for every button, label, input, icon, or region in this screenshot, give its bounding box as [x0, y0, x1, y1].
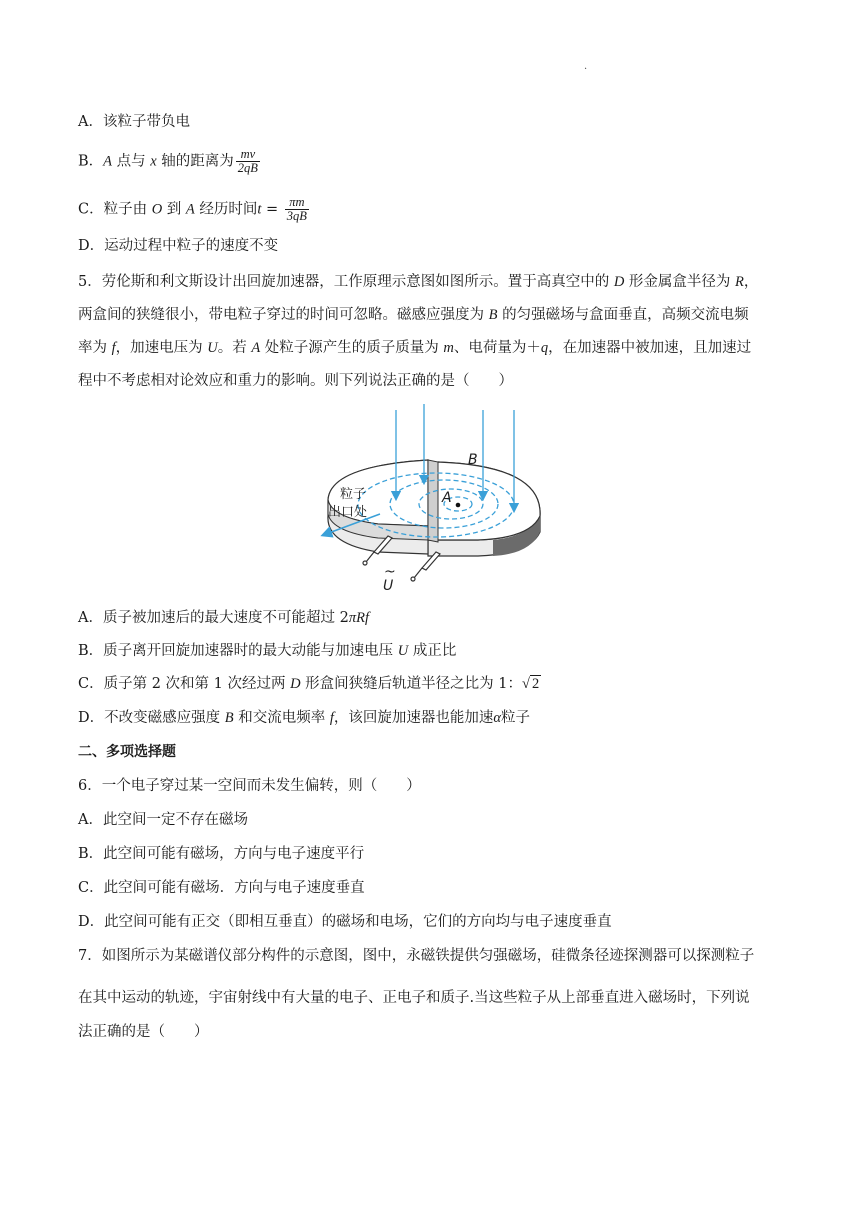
text: ，该回旋加速器也能加速: [333, 710, 494, 726]
text: 两盒间的狭缝很小，带电粒子穿过的时间可忽略。磁感应强度为: [78, 307, 489, 323]
text: 粒子: [500, 710, 530, 726]
label-u: U: [383, 578, 394, 594]
label-exit-line2: 出口处: [328, 505, 368, 520]
var: D: [613, 274, 625, 290]
text: 形金属盒半径为: [624, 274, 736, 290]
q5-option-a: [78, 608, 369, 628]
text: 5．劳伦斯和利文斯设计出回旋加速器，工作原理示意图如图所示。置于高真空中的: [78, 274, 614, 290]
text: B．: [78, 153, 104, 170]
var: R: [356, 610, 365, 626]
text: 处粒子源产生的质子质量为: [260, 340, 444, 356]
q4-option-d: D．运动过程中粒子的速度不变: [78, 238, 279, 254]
sqrt-sign: √: [522, 676, 530, 692]
d-box-right: [428, 462, 540, 556]
text: ，加速电压为: [115, 340, 208, 356]
var: q: [540, 340, 549, 356]
text: C．粒子由: [78, 201, 152, 218]
var: D: [290, 676, 301, 692]
q4-option-c: [78, 196, 311, 223]
var: π: [348, 610, 357, 626]
var: x: [150, 153, 157, 170]
text: 轴的距离为: [156, 153, 234, 170]
denominator: 2qB: [237, 161, 258, 175]
text: 到: [162, 201, 186, 218]
text: 、电荷量为＋: [453, 340, 541, 356]
var: f: [111, 340, 116, 356]
fraction: [236, 148, 260, 175]
q6-option-a: A．此空间一定不存在磁场: [78, 812, 248, 828]
numerator: mv: [236, 148, 260, 162]
q5-stem-line3: [78, 338, 751, 358]
var: A: [251, 340, 261, 356]
q5-option-c: [78, 674, 541, 694]
var: U: [397, 643, 409, 659]
q5-stem-line4: 程中不考虑相对论效应和重力的影响。则下列说法正确的是（ ）: [78, 373, 513, 389]
label-a: A: [442, 490, 452, 506]
sqrt-expression: [522, 674, 541, 694]
text: D．不改变磁感应强度: [78, 710, 225, 726]
text: C．质子第 2 次和第 1 次经过两: [78, 676, 291, 692]
q6-option-b: B．此空间可能有磁场，方向与电子速度平行: [78, 846, 365, 862]
text: 和交流电频率: [233, 710, 330, 726]
text: 成正比: [408, 643, 457, 659]
q6-option-d: D．此空间可能有正交（即相互垂直）的磁场和电场，它们的方向均与电子速度垂直: [78, 914, 612, 930]
q5-stem-line1: [78, 272, 758, 292]
particle-source-dot: [456, 503, 461, 508]
q7-stem-line1: 7．如图所示为某磁谱仪部分构件的示意图，图中，永磁铁提供匀强磁场，硅微条径迹探测器可以探测粒子: [78, 948, 755, 964]
var: R: [735, 274, 744, 290]
var: B: [488, 307, 498, 323]
var: α: [493, 710, 501, 726]
text: ，在加速器中被加速，且加速过: [548, 340, 752, 356]
text: 的匀强磁场与盒面垂直，高频交流电频: [497, 307, 749, 323]
text: B．质子离开回旋加速器时的最大动能与加速电压: [78, 643, 398, 659]
var: m: [443, 340, 454, 356]
header-mark: ·: [584, 64, 588, 75]
text: ，: [743, 274, 759, 290]
text: A．质子被加速后的最大速度不可能超过 2: [78, 610, 349, 626]
text: 形盒间狭缝后轨道半径之比为 1：: [300, 676, 523, 692]
text: =: [261, 201, 283, 218]
radicand: 2: [532, 676, 540, 692]
label-u-tilde: ~: [384, 564, 396, 580]
q4-option-a: A．该粒子带负电: [78, 114, 190, 130]
q7-stem-line3: 法正确的是（ ）: [78, 1024, 209, 1040]
q7-stem-line2: 在其中运动的轨迹，宇宙射线中有大量的电子、正电子和质子.当这些粒子从上部垂直进入磁场时，下列说: [78, 990, 750, 1006]
q5-option-b: [78, 641, 456, 661]
q5-stem-line2: [78, 305, 749, 325]
var: f: [329, 710, 334, 726]
q4-option-b: [78, 148, 262, 175]
numerator: πm: [285, 196, 309, 210]
var: A: [185, 201, 195, 218]
var: f: [364, 610, 369, 626]
label-exit-line1: 粒子: [340, 487, 367, 502]
cyclotron-figure: [318, 404, 558, 594]
text: 。若: [217, 340, 252, 356]
var: O: [151, 201, 163, 218]
denominator: 3qB: [286, 209, 307, 223]
var: B: [224, 710, 234, 726]
text: 经历时间: [194, 201, 258, 218]
section-title: 二、多项选择题: [78, 744, 176, 760]
var: A: [103, 153, 113, 170]
fraction: [285, 196, 309, 223]
q5-option-d: [78, 708, 530, 728]
label-b: B: [468, 452, 478, 468]
q6-option-c: C．此空间可能有磁场．方向与电子速度垂直: [78, 880, 365, 896]
text: 率为: [78, 340, 112, 356]
var: t: [257, 201, 262, 218]
text: 点与: [112, 153, 151, 170]
var: U: [207, 340, 218, 356]
q6-stem: 6．一个电子穿过某一空间而未发生偏转，则（ ）: [78, 778, 421, 794]
